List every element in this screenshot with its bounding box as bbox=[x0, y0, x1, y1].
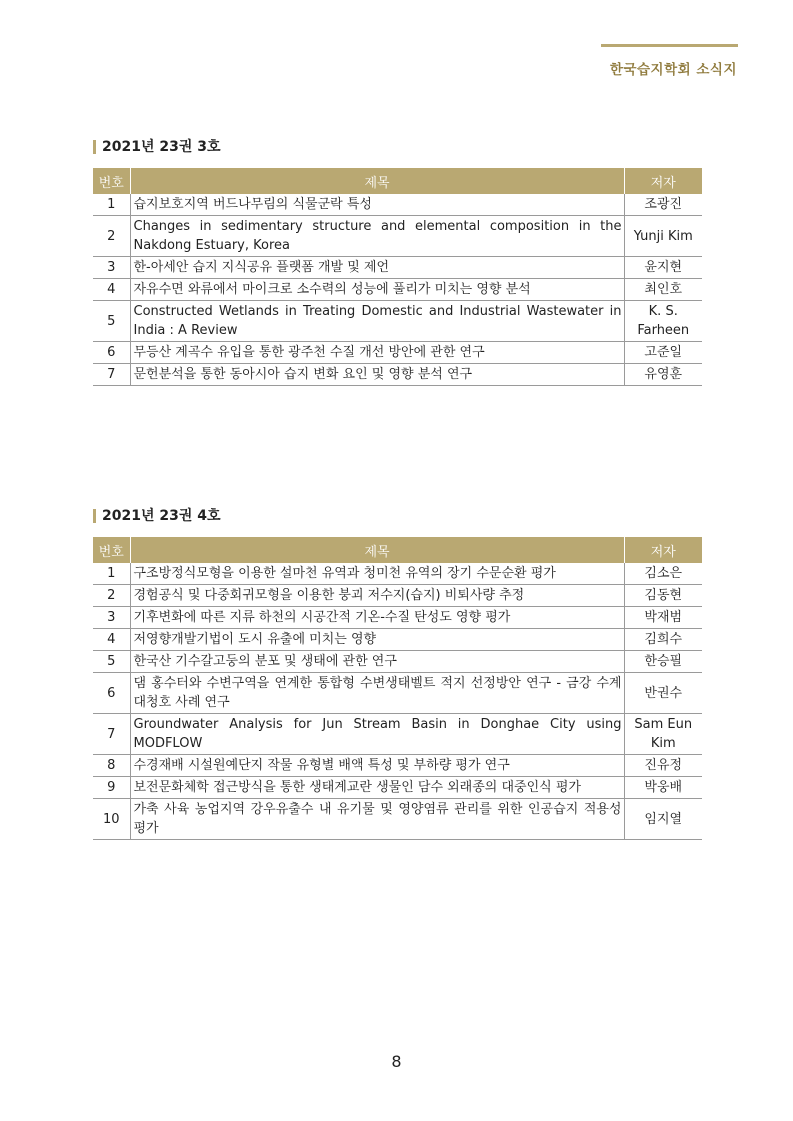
table-row bbox=[93, 194, 702, 216]
article-title: 댐 홍수터와 수변구역을 연계한 통합형 수변생태벨트 적지 선정방안 연구 - 금강 수계 대청호 사례 연구 bbox=[130, 673, 624, 714]
row-number: 3 bbox=[93, 257, 130, 279]
table-row bbox=[93, 301, 702, 342]
column-header-author: 저자 bbox=[624, 537, 702, 563]
table-header-row bbox=[93, 168, 702, 194]
table-row bbox=[93, 585, 702, 607]
article-title: 저영향개발기법이 도시 유출에 미치는 영향 bbox=[130, 629, 624, 651]
row-number: 3 bbox=[93, 607, 130, 629]
table-row bbox=[93, 607, 702, 629]
table-row bbox=[93, 563, 702, 585]
table-row bbox=[93, 755, 702, 777]
section-title-issue4: 2021년 23권 4호 bbox=[93, 508, 221, 524]
table-row bbox=[93, 799, 702, 840]
article-author: Sam Eun Kim bbox=[624, 714, 702, 755]
page-number: 8 bbox=[391, 1052, 402, 1071]
article-author: Yunji Kim bbox=[624, 216, 702, 257]
table-row bbox=[93, 216, 702, 257]
article-title: 무등산 계곡수 유입을 통한 광주천 수질 개선 방안에 관한 연구 bbox=[130, 342, 624, 364]
article-title: 기후변화에 따른 지류 하천의 시공간적 기온-수질 탄성도 영향 평가 bbox=[130, 607, 624, 629]
row-number: 7 bbox=[93, 364, 130, 386]
article-author: 박웅배 bbox=[624, 777, 702, 799]
article-author: 최인호 bbox=[624, 279, 702, 301]
article-title: 경험공식 및 다중회귀모형을 이용한 붕괴 저수지(습지) 비퇴사량 추정 bbox=[130, 585, 624, 607]
row-number: 1 bbox=[93, 194, 130, 216]
article-author: 진유정 bbox=[624, 755, 702, 777]
row-number: 6 bbox=[93, 673, 130, 714]
column-header-title: 제목 bbox=[130, 537, 624, 563]
column-header-author: 저자 bbox=[624, 168, 702, 194]
article-author: 한승필 bbox=[624, 651, 702, 673]
table-row bbox=[93, 257, 702, 279]
table-row bbox=[93, 651, 702, 673]
article-author: 고준일 bbox=[624, 342, 702, 364]
article-author: 김희수 bbox=[624, 629, 702, 651]
row-number: 2 bbox=[93, 216, 130, 257]
row-number: 4 bbox=[93, 279, 130, 301]
article-author: 김소은 bbox=[624, 563, 702, 585]
column-header-title: 제목 bbox=[130, 168, 624, 194]
article-author: 조광진 bbox=[624, 194, 702, 216]
article-author: 임지열 bbox=[624, 799, 702, 840]
row-number: 10 bbox=[93, 799, 130, 840]
row-number: 2 bbox=[93, 585, 130, 607]
article-author: 박재범 bbox=[624, 607, 702, 629]
row-number: 6 bbox=[93, 342, 130, 364]
row-number: 8 bbox=[93, 755, 130, 777]
table-header-row bbox=[93, 537, 702, 563]
article-title: 수경재배 시설원예단지 작물 유형별 배액 특성 및 부하량 평가 연구 bbox=[130, 755, 624, 777]
article-title: Groundwater Analysis for Jun Stream Basin in Donghae City using MODFLOW bbox=[130, 714, 624, 755]
row-number: 1 bbox=[93, 563, 130, 585]
header-rule bbox=[601, 44, 738, 47]
issue3-table bbox=[93, 168, 702, 386]
article-author: 유영훈 bbox=[624, 364, 702, 386]
article-title: 보전문화체학 접근방식을 통한 생태계교란 생물인 담수 외래종의 대중인식 평가 bbox=[130, 777, 624, 799]
table-row bbox=[93, 673, 702, 714]
article-author: 윤지현 bbox=[624, 257, 702, 279]
row-number: 7 bbox=[93, 714, 130, 755]
article-author: 반권수 bbox=[624, 673, 702, 714]
article-title: 자유수면 와류에서 마이크로 소수력의 성능에 풀리가 미치는 영향 분석 bbox=[130, 279, 624, 301]
article-title: 문헌분석을 통한 동아시아 습지 변화 요인 및 영향 분석 연구 bbox=[130, 364, 624, 386]
table-row bbox=[93, 342, 702, 364]
table-row bbox=[93, 364, 702, 386]
article-title: Constructed Wetlands in Treating Domestic and Industrial Wastewater in India : A Review bbox=[130, 301, 624, 342]
table-row bbox=[93, 777, 702, 799]
article-author: 김동현 bbox=[624, 585, 702, 607]
column-header-number: 번호 bbox=[93, 537, 130, 563]
article-title: 한국산 기수갈고둥의 분포 및 생태에 관한 연구 bbox=[130, 651, 624, 673]
table-row bbox=[93, 714, 702, 755]
header-title: 한국습지학회 소식지 bbox=[609, 62, 737, 78]
article-title: 구조방정식모형을 이용한 설마천 유역과 청미천 유역의 장기 수문순환 평가 bbox=[130, 563, 624, 585]
table-row bbox=[93, 629, 702, 651]
row-number: 5 bbox=[93, 301, 130, 342]
article-title: Changes in sedimentary structure and elemental composition in the Nakdong Estuary, Korea bbox=[130, 216, 624, 257]
table-row bbox=[93, 279, 702, 301]
section-title-issue3: 2021년 23권 3호 bbox=[93, 139, 221, 155]
article-title: 가축 사육 농업지역 강우유출수 내 유기물 및 영양염류 관리를 위한 인공습지 적용성 평가 bbox=[130, 799, 624, 840]
row-number: 5 bbox=[93, 651, 130, 673]
article-author: K. S. Farheen bbox=[624, 301, 702, 342]
row-number: 4 bbox=[93, 629, 130, 651]
row-number: 9 bbox=[93, 777, 130, 799]
issue4-table bbox=[93, 537, 702, 840]
article-title: 한-아세안 습지 지식공유 플랫폼 개발 및 제언 bbox=[130, 257, 624, 279]
column-header-number: 번호 bbox=[93, 168, 130, 194]
article-title: 습지보호지역 버드나무림의 식물군락 특성 bbox=[130, 194, 624, 216]
